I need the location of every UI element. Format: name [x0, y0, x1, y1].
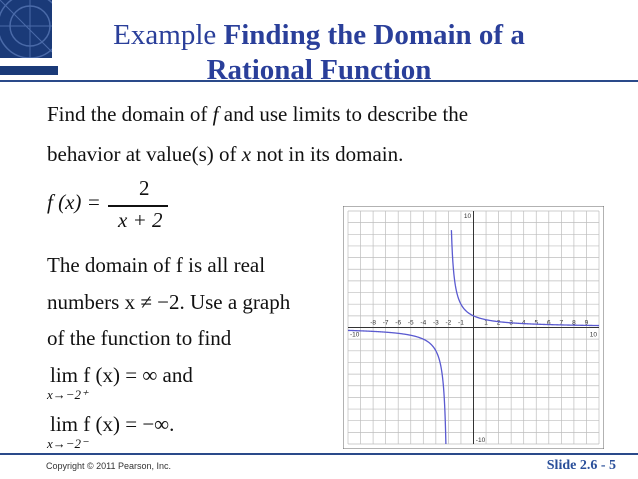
x-tick-label: 8 [572, 319, 576, 327]
x-tick-label: -2 [445, 319, 452, 327]
slide-title [0, 18, 638, 88]
function-denominator: x + 2 [118, 208, 163, 232]
slide-number: Slide 2.6 - 5 [546, 458, 616, 473]
footer-divider-line [0, 453, 638, 455]
intro-line2-text-b: not in its domain. [251, 142, 404, 166]
x-tick-label: -6 [395, 319, 402, 327]
x-tick-label: -4 [420, 319, 427, 327]
x-tick-label: 3 [509, 319, 513, 327]
domain-line-3: of the function to find [47, 326, 232, 350]
x-tick-label: 5 [534, 319, 539, 327]
x-tick-label: 2 [496, 319, 501, 327]
x-tick-label: 9 [584, 319, 589, 327]
function-graph [343, 206, 604, 449]
x-tick-label: -7 [382, 319, 389, 327]
x-tick-label: -1 [458, 319, 464, 327]
x-tick-label: -5 [407, 319, 414, 327]
x-tick-label: 1 [484, 319, 488, 327]
intro-line1-text-b: and use limits to describe the [218, 102, 469, 126]
x-tick-label: 4 [521, 319, 526, 327]
x-min-label: -10 [350, 331, 360, 339]
title-bold-line2: Rational Function [206, 54, 432, 86]
x-tick-label: 7 [559, 319, 564, 327]
x-tick-label: -3 [432, 319, 439, 327]
limit-1-expression: lim f (x) = ∞ and [50, 363, 193, 387]
x-max-label: 10 [589, 331, 597, 339]
limit-1-subscript: x→−2⁺ [47, 387, 88, 402]
limit-2-subscript: x→−2⁻ [47, 436, 88, 451]
fraction-bar [108, 205, 168, 207]
x-tick-label: 6 [546, 319, 551, 327]
domain-line-1: The domain of f is all real [47, 253, 266, 277]
y-min-label: -10 [475, 437, 486, 444]
function-lhs: f (x) = [47, 190, 101, 214]
copyright-text: Copyright © 2011 Pearson, Inc. [46, 461, 172, 471]
function-numerator: 2 [139, 176, 150, 200]
intro-line2-text-a: behavior at value(s) of [47, 142, 242, 166]
title-lead: Example [113, 19, 224, 51]
intro-line1-f: f [212, 102, 219, 126]
limit-2-expression: lim f (x) = −∞. [50, 412, 175, 436]
intro-line-1 [47, 101, 468, 127]
y-max-label: 10 [463, 213, 472, 220]
domain-line-2: numbers x ≠ −2. Use a graph [47, 290, 291, 314]
intro-line1-text-a: Find the domain of [47, 102, 213, 126]
x-tick-label: -8 [370, 319, 376, 327]
title-bold-line1: Finding the Domain of a [223, 19, 525, 51]
intro-line2-x: x [241, 142, 252, 166]
intro-line-2 [47, 141, 403, 167]
